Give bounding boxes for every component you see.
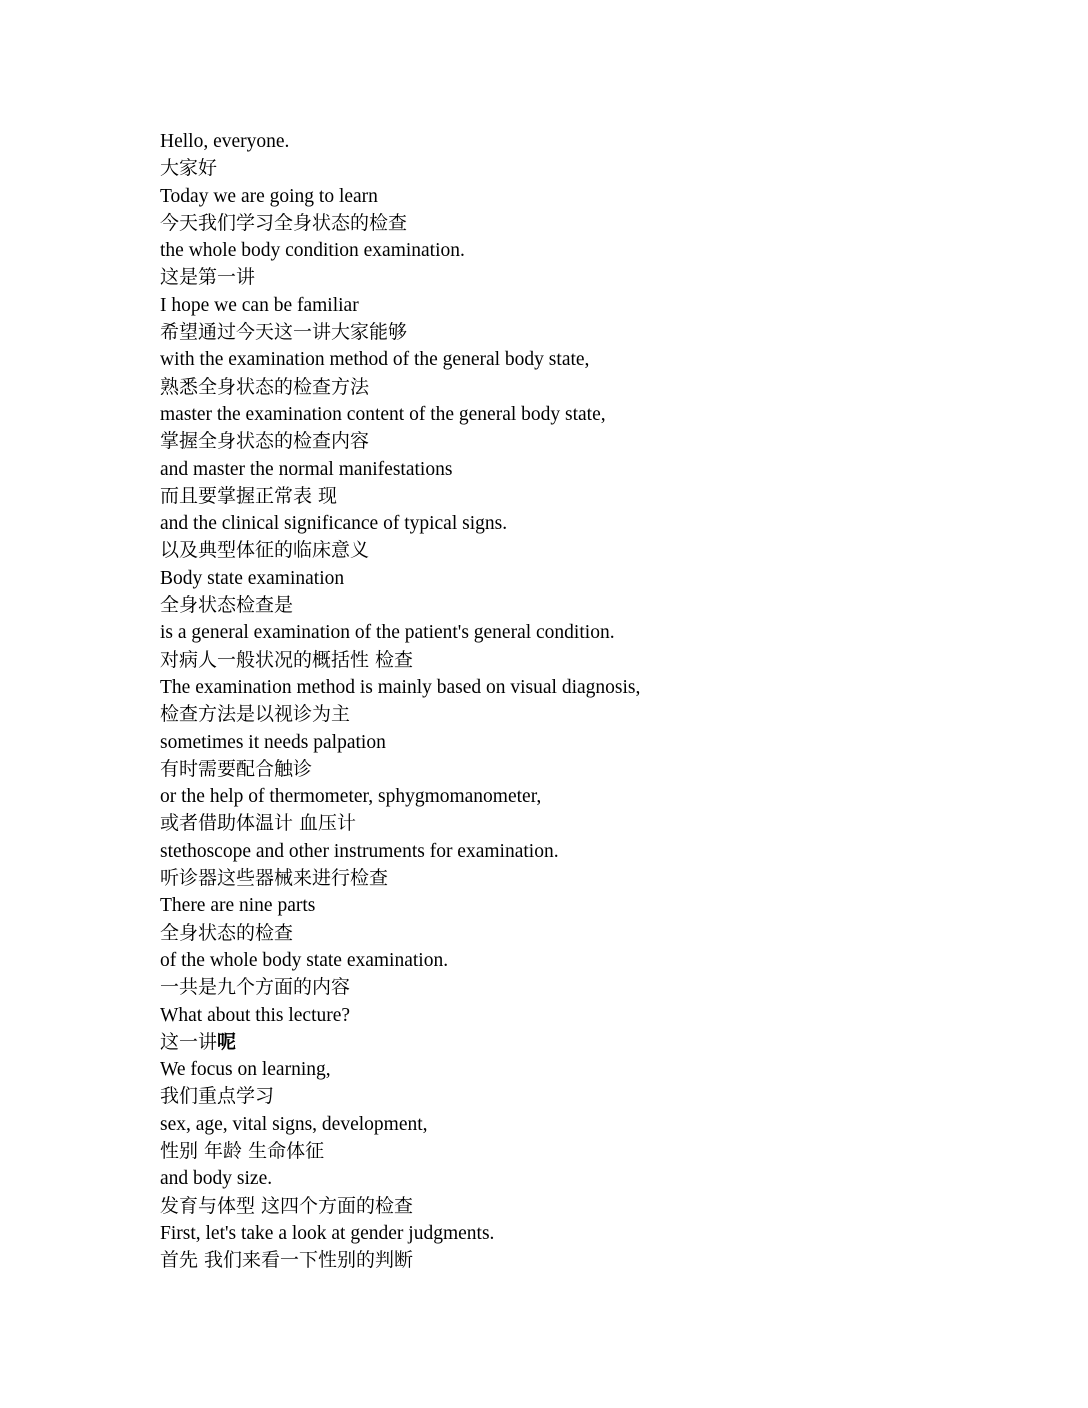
line-text: 熟悉全身状态的检查方法: [160, 375, 370, 398]
transcript-line-english: [160, 892, 960, 919]
line-text: 掌握全身状态的检查内容: [160, 430, 370, 453]
line-text: of the whole body state examination.: [160, 949, 449, 971]
transcript-line-chinese: [160, 1193, 960, 1220]
line-text: What about this lecture?: [160, 1004, 351, 1026]
transcript-line-chinese: [160, 374, 960, 401]
line-text: Hello, everyone.: [160, 131, 290, 152]
transcript-line-chinese: [160, 974, 960, 1001]
transcript-line-english: [160, 128, 960, 155]
line-text: 而且要掌握正常表 现: [160, 484, 338, 507]
line-text: 今天我们学习全身状态的检查: [160, 211, 408, 234]
transcript-line-chinese: [160, 1138, 960, 1165]
line-text: I hope we can be familiar: [160, 294, 359, 316]
line-text: 性别 年龄 生命体征: [160, 1139, 325, 1162]
transcript-line-english: [160, 456, 960, 483]
transcript-line-chinese: [160, 756, 960, 783]
line-text: sometimes it needs palpation: [160, 731, 386, 753]
line-text: Today we are going to learn: [160, 185, 378, 207]
transcript-line-chinese: [160, 483, 960, 510]
line-text: with the examination method of the general body state,: [160, 349, 590, 371]
transcript-line-english: [160, 401, 960, 428]
line-text: or the help of thermometer, sphygmomanometer,: [160, 786, 542, 808]
line-text: 全身状态的检查: [160, 921, 294, 944]
transcript-line-chinese: [160, 647, 960, 674]
transcript-line-english: [160, 1056, 960, 1083]
transcript-line-chinese: [160, 210, 960, 237]
line-text-bold: 呢: [217, 1030, 237, 1053]
line-text: is a general examination of the patient's general condition.: [160, 622, 615, 644]
transcript-line-chinese: [160, 1083, 960, 1110]
line-text: 检查方法是以视诊为主: [160, 703, 351, 726]
transcript-line-chinese: [160, 319, 960, 346]
line-text: The examination method is mainly based on visual diagnosis,: [160, 676, 641, 698]
transcript-line-english: [160, 729, 960, 756]
line-text: stethoscope and other instruments for examination.: [160, 840, 559, 862]
line-text: There are nine parts: [160, 895, 316, 917]
line-text: and master the normal manifestations: [160, 458, 453, 480]
transcript-line-chinese: [160, 865, 960, 892]
line-text: 大家好: [160, 157, 218, 180]
line-text: Body state examination: [160, 567, 345, 589]
transcript-line-english: [160, 1220, 960, 1247]
transcript-line-english: [160, 346, 960, 373]
line-text: First, let's take a look at gender judgments.: [160, 1222, 495, 1244]
transcript-line-english: [160, 783, 960, 810]
transcript-line-chinese: [160, 920, 960, 947]
line-text: and body size.: [160, 1168, 273, 1190]
transcript-line-english: [160, 947, 960, 974]
line-text: 首先 我们来看一下性别的判断: [160, 1249, 414, 1272]
transcript-line-chinese: [160, 1247, 960, 1274]
transcript-line-english: [160, 565, 960, 592]
transcript-line-chinese: [160, 155, 960, 182]
transcript-line-chinese: [160, 264, 960, 291]
line-text: 希望通过今天这一讲大家能够: [160, 321, 408, 344]
transcript-line-chinese: [160, 810, 960, 837]
line-text: 对病人一般状况的概括性 检查: [160, 648, 414, 671]
transcript-line-english: [160, 1165, 960, 1192]
transcript-line-english: [160, 619, 960, 646]
transcript-line-chinese: [160, 428, 960, 455]
line-text: the whole body condition examination.: [160, 240, 465, 262]
transcript-line-english: [160, 1002, 960, 1029]
transcript-line-english: [160, 674, 960, 701]
transcript-line-english: [160, 1111, 960, 1138]
line-text: 一共是九个方面的内容: [160, 976, 351, 999]
line-text: and the clinical significance of typical signs.: [160, 513, 508, 535]
line-text: 有时需要配合触诊: [160, 757, 313, 780]
transcript-line-english: [160, 510, 960, 537]
line-text: 或者借助体温计 血压计: [160, 812, 357, 835]
transcript-line-english: [160, 237, 960, 264]
line-text: master the examination content of the general body state,: [160, 403, 606, 425]
transcript-body: [160, 128, 960, 1274]
line-text: 这是第一讲: [160, 266, 256, 289]
transcript-line-chinese: [160, 1029, 960, 1056]
transcript-line-english: [160, 292, 960, 319]
line-text: 我们重点学习: [160, 1085, 275, 1108]
line-text: 发育与体型 这四个方面的检查: [160, 1194, 414, 1217]
line-text: 这一讲: [160, 1030, 218, 1053]
line-text: 全身状态检查是: [160, 594, 294, 617]
transcript-line-english: [160, 183, 960, 210]
transcript-line-english: [160, 838, 960, 865]
transcript-line-chinese: [160, 701, 960, 728]
line-text: 听诊器这些器械来进行检查: [160, 867, 389, 890]
line-text: sex, age, vital signs, development,: [160, 1113, 428, 1135]
line-text: 以及典型体征的临床意义: [160, 539, 370, 562]
transcript-line-chinese: [160, 592, 960, 619]
transcript-line-chinese: [160, 537, 960, 564]
line-text: We focus on learning,: [160, 1059, 331, 1081]
